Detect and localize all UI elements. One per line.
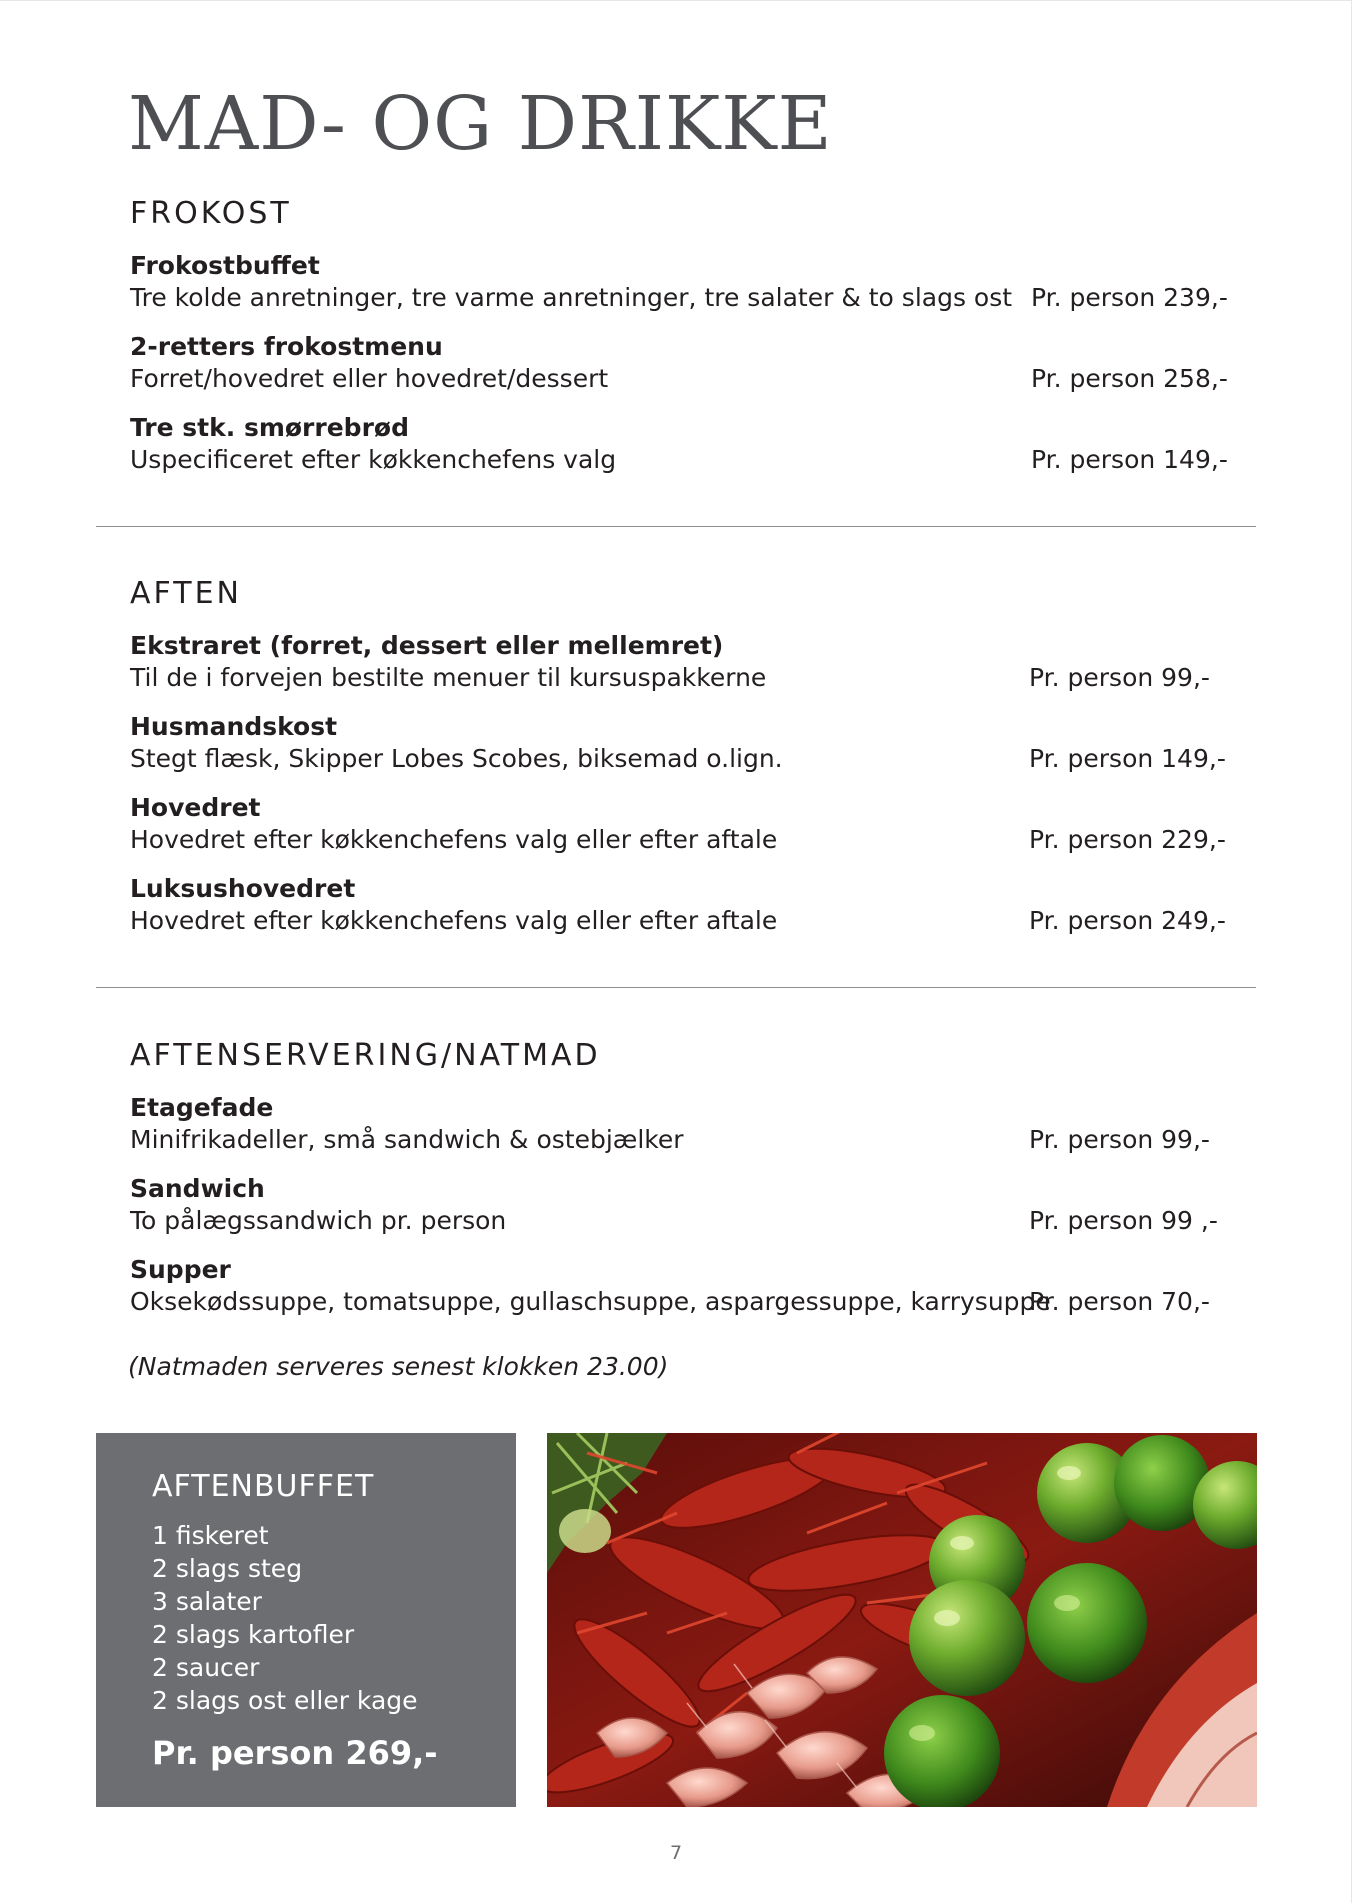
item-name: Sandwich [130,1174,265,1203]
menu-item [130,873,1280,954]
natmad-note: (Natmaden serveres senest klokken 23.00) [128,1352,669,1381]
section-aften [130,576,1280,954]
menu-item [130,630,1280,711]
section-natmad [130,1038,1280,1335]
section-heading: FROKOST [130,196,292,231]
section-heading: AFTENSERVERING/NATMAD [130,1038,601,1073]
menu-item [130,711,1280,792]
item-description: Uspecificeret efter køkkenchefens valg [130,445,617,474]
buffet-item: 2 slags steg [152,1554,303,1583]
page-title: MAD- OG DRIKKE [128,81,833,167]
item-description: Stegt flæsk, Skipper Lobes Scobes, biksemad o.lign. [130,744,783,773]
item-name: Tre stk. smørrebrød [130,413,409,442]
menu-item [130,331,1280,412]
item-description: To pålægssandwich pr. person [130,1206,507,1235]
menu-item [130,1254,1280,1335]
section-divider [96,987,1256,988]
item-name: Etagefade [130,1093,274,1122]
item-price: Pr. person 149,- [1029,744,1226,773]
item-name: Frokostbuffet [130,251,320,280]
item-price: Pr. person 149,- [1031,445,1228,474]
menu-item [130,250,1280,331]
item-price: Pr. person 99 ,- [1029,1206,1218,1235]
item-name: Ekstraret (forret, dessert eller mellemret) [130,631,724,660]
menu-item [130,1173,1280,1254]
menu-item [130,412,1280,493]
item-description: Tre kolde anretninger, tre varme anretninger, tre salater & to slags ost [130,283,1013,312]
buffet-item: 2 slags ost eller kage [152,1686,418,1715]
buffet-title: AFTENBUFFET [152,1469,375,1504]
aftenbuffet-box [96,1433,516,1807]
section-frokost [130,196,1280,493]
buffet-item: 1 fiskeret [152,1521,269,1550]
menu-item [130,1092,1280,1173]
item-name: Husmandskost [130,712,338,741]
section-divider [96,526,1256,527]
item-price: Pr. person 249,- [1029,906,1226,935]
buffet-item: 2 saucer [152,1653,260,1682]
item-price: Pr. person 99,- [1029,663,1210,692]
item-name: Supper [130,1255,231,1284]
buffet-item: 3 salater [152,1587,262,1616]
item-description: Minifrikadeller, små sandwich & ostebjælker [130,1125,684,1154]
item-price: Pr. person 239,- [1031,283,1228,312]
item-description: Oksekødssuppe, tomatsuppe, gullaschsuppe, aspargessuppe, karrysuppe [130,1287,1051,1316]
item-description: Forret/hovedret eller hovedret/dessert [130,364,609,393]
item-name: 2-retters frokostmenu [130,332,443,361]
item-price: Pr. person 229,- [1029,825,1226,854]
buffet-list [152,1519,418,1717]
buffet-price: Pr. person 269,- [152,1734,438,1772]
item-description: Til de i forvejen bestilte menuer til kursuspakkerne [130,663,767,692]
page-border-top [0,0,1351,1]
item-name: Luksushovedret [130,874,356,903]
item-price: Pr. person 99,- [1029,1125,1210,1154]
item-price: Pr. person 70,- [1029,1287,1210,1316]
item-name: Hovedret [130,793,261,822]
buffet-item: 2 slags kartofler [152,1620,355,1649]
food-photo [547,1433,1257,1807]
item-price: Pr. person 258,- [1031,364,1228,393]
item-description: Hovedret efter køkkenchefens valg eller efter aftale [130,825,778,854]
page-number: 7 [669,1842,683,1864]
item-description: Hovedret efter køkkenchefens valg eller efter aftale [130,906,778,935]
menu-item [130,792,1280,873]
section-heading: AFTEN [130,576,242,611]
